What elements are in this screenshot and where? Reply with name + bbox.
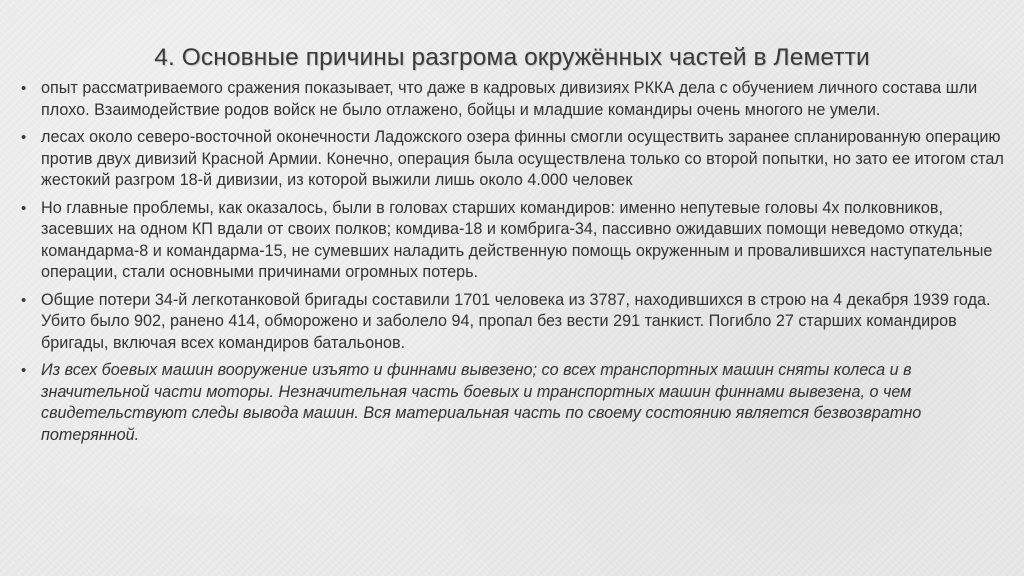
bullet-icon: •	[21, 199, 27, 217]
slide-title: 4. Основные причины разгрома окружённых частей в Леметти	[154, 44, 870, 71]
list-item	[20, 78, 1010, 121]
list-item	[20, 360, 1010, 446]
bullet-text: опыт рассматриваемого сражения показывает, что даже в кадровых дивизиях РККА дела с обучением личного состава шли плохо. Взаимодействие родов войск не было отлажено, бойцы и младшие командиры очень многого не умели.	[41, 79, 978, 119]
bullet-icon: •	[21, 362, 27, 379]
list-item	[20, 127, 1010, 192]
list-item	[20, 198, 1010, 284]
bullet-text: Но главные проблемы, как оказалось, были в головах старших командиров: именно непутевые головы 4х полковников, засевших на одном КП вдали от своих полков; комдива-18 и комбрига-34, пассивно ожидавших помощи неведомо откуда; командарма-8 и командарма-15, не сумевших наладить действенную помощь окруженным и провалившихся наступательные операции, стали основными причинами огромных потерь.	[41, 198, 993, 281]
bullet-text: лесах около северо-восточной оконечности Ладожского озера финны смогли осуществить заранее спланированную операцию против двух дивизий Красной Армии. Конечно, операция была осуществлена только со второй попытки, но зато ее итогом стал жестокий разгром 18-й дивизии, из которой выжили лишь около 4.000 человек	[41, 128, 1004, 189]
bullet-icon: •	[21, 291, 27, 309]
bullet-text: Общие потери 34-й легкотанковой бригады составили 1701 человека из 3787, находившихся в строю на 4 декабря 1939 года. Убито было 902, ранено 414, обморожено и заболело 94, пропал без вести 291 танкист. Погибло 27 старших командиров бригады, включая всех командиров батальонов.	[41, 290, 991, 352]
list-item	[20, 290, 1010, 355]
bullet-icon: •	[21, 80, 27, 97]
bullet-text: Из всех боевых машин вооружение изъято и финнами вывезено; со всех транспортных машин сняты колеса и в значительной части моторы. Незначительная часть боевых и транспортных машин финнами вывезена, о чем свидетельствуют следы вывода машин. Вся материальная часть по своему состоянию является безвозвратно потерянной.	[41, 361, 922, 444]
bullet-icon: •	[21, 129, 27, 146]
bullet-list	[20, 78, 1010, 452]
